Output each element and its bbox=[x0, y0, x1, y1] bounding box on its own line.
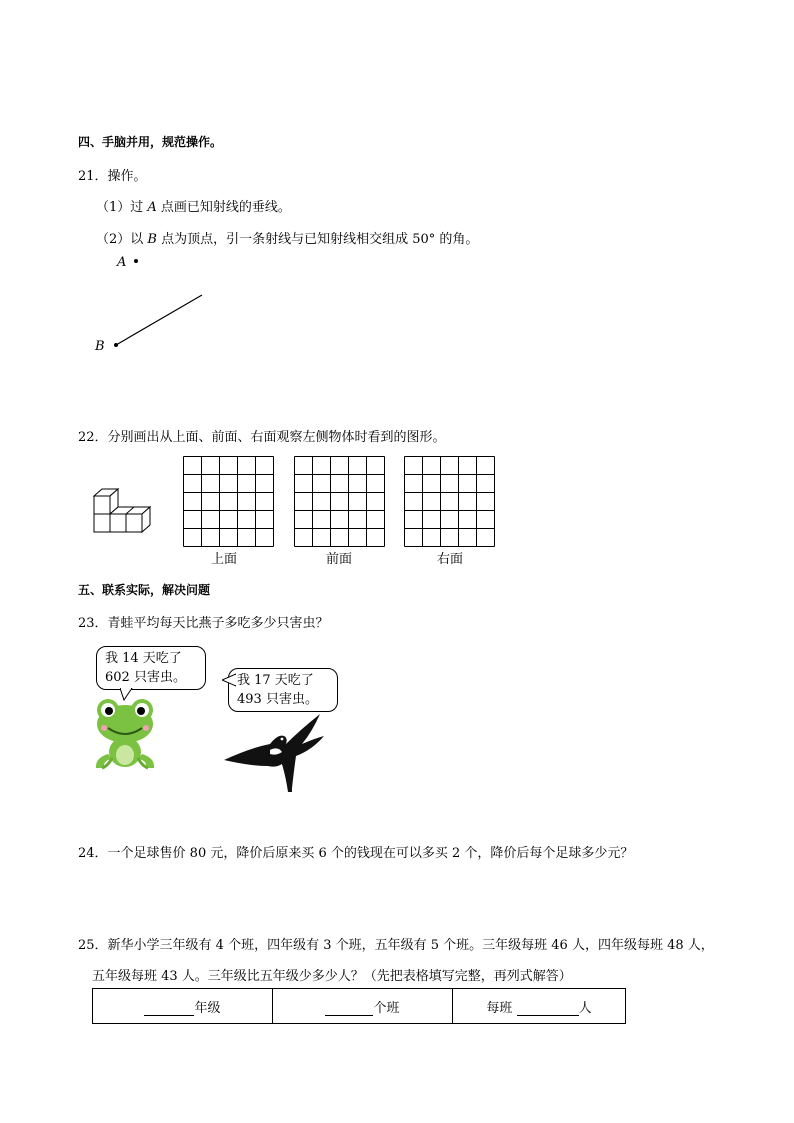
grid-top-view[interactable] bbox=[183, 456, 274, 547]
q24-title: 24．一个足球售价 80 元，降价后原来买 6 个的钱现在可以多买 2 个，降价后每个足球多少元？ bbox=[78, 846, 634, 861]
q21-part2-var: B bbox=[147, 232, 157, 247]
grid-front-view[interactable] bbox=[294, 456, 385, 547]
q21-part1 bbox=[96, 196, 291, 215]
q23-title: 23．青蛙平均每天比燕子多吃多少只害虫？ bbox=[78, 616, 329, 631]
table-cell-grade[interactable] bbox=[93, 989, 273, 1024]
q21-part1-prefix: （1）过 bbox=[96, 200, 148, 215]
q21-part2 bbox=[96, 228, 478, 247]
frog-image bbox=[90, 696, 160, 770]
grid-right-view[interactable] bbox=[404, 456, 495, 547]
q25-table bbox=[92, 988, 626, 1024]
q21-title: 21．操作。 bbox=[78, 169, 147, 184]
per-class-prefix: 每班 bbox=[486, 1000, 517, 1016]
given-ray bbox=[116, 295, 202, 345]
label-b: B bbox=[95, 339, 105, 354]
q25-line1: 25．新华小学三年级有 4 个班，四年级有 3 个班，五年级有 5 个班。三年级每班 46 人，四年级每班 48 人， bbox=[78, 938, 714, 953]
bird-bubble-line1: 我 17 天吃了 bbox=[237, 673, 314, 688]
bird-image bbox=[220, 708, 330, 794]
q21-part2-suffix: 点为顶点，引一条射线与已知射线相交组成 50° 的角。 bbox=[156, 232, 479, 247]
per-class-suffix: 人 bbox=[578, 1000, 592, 1016]
frog-bubble-line2: 602 只害虫。 bbox=[105, 670, 186, 685]
frog-bubble-line1: 我 14 天吃了 bbox=[105, 651, 182, 666]
classes-suffix: 个班 bbox=[373, 1000, 400, 1016]
section-4-heading: 四、手脑并用，规范操作。 bbox=[78, 135, 223, 149]
q25-line2: 五年级每班 43 人。三年级比五年级少多少人？（先把表格填写完整，再列式解答） bbox=[92, 969, 572, 984]
caption-top: 上面 bbox=[211, 552, 238, 567]
table-row bbox=[93, 989, 626, 1024]
grade-blank[interactable] bbox=[144, 1015, 194, 1016]
section-5-heading: 五、联系实际，解决问题 bbox=[78, 583, 211, 597]
q22-title: 22．分别画出从上面、前面、右面观察左侧物体时看到的图形。 bbox=[78, 430, 446, 445]
q21-figure bbox=[90, 250, 210, 355]
caption-right: 右面 bbox=[437, 552, 464, 567]
caption-front: 前面 bbox=[326, 552, 353, 567]
q21-part1-var: A bbox=[147, 200, 157, 215]
cube-figure bbox=[88, 480, 168, 540]
q21-part2-prefix: （2）以 bbox=[96, 232, 148, 247]
q21-part1-suffix: 点画已知射线的垂线。 bbox=[156, 200, 291, 215]
point-a bbox=[134, 259, 138, 263]
point-b bbox=[114, 343, 118, 347]
frog-speech-bubble bbox=[96, 646, 206, 690]
classes-blank[interactable] bbox=[325, 1015, 373, 1016]
bird-bubble-line2: 493 只害虫。 bbox=[237, 692, 318, 707]
grade-suffix: 年级 bbox=[194, 1000, 221, 1016]
label-a: A bbox=[117, 255, 127, 270]
per-class-blank[interactable] bbox=[517, 1015, 579, 1016]
bird-bubble-tail bbox=[222, 672, 236, 688]
bird-speech-bubble bbox=[228, 668, 338, 712]
table-cell-classes[interactable] bbox=[273, 989, 453, 1024]
table-cell-per-class[interactable] bbox=[453, 989, 626, 1024]
